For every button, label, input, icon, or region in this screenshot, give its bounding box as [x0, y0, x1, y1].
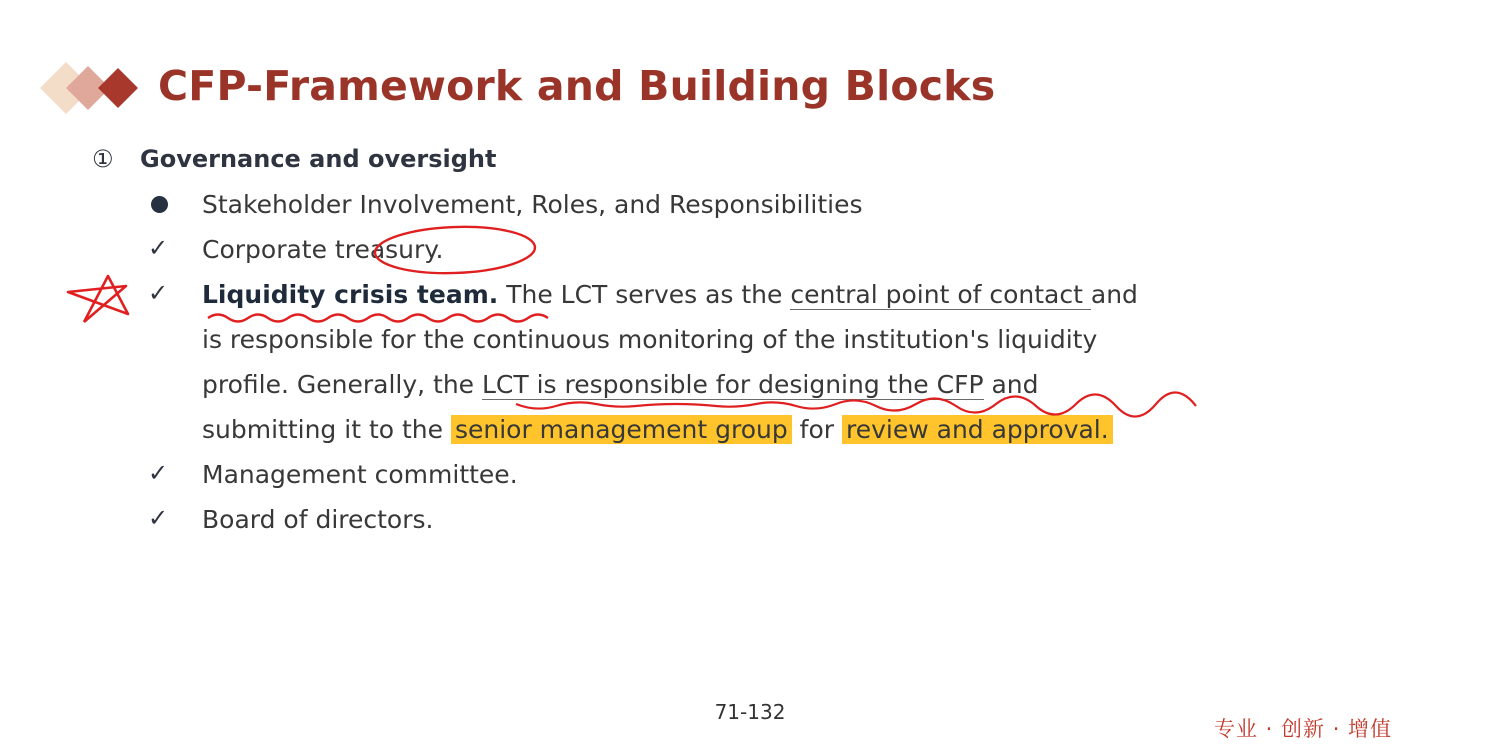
check-icon: ✓ — [148, 459, 169, 487]
section-title: Governance and oversight — [140, 145, 497, 173]
list-item-treasury: Corporate treasury. — [202, 235, 444, 264]
list-item-stakeholder: Stakeholder Involvement, Roles, and Responsibilities — [202, 190, 863, 219]
slide-title: CFP-Framework and Building Blocks — [158, 62, 996, 110]
lct-text: and — [983, 370, 1039, 399]
section-number: ① — [92, 145, 114, 173]
highlighted-text: review and approval. — [842, 415, 1113, 444]
lct-text: for — [791, 415, 842, 444]
list-item-lct-line1 — [202, 272, 1138, 317]
slogan-text: 专业 · 创新 · 增值 — [1214, 717, 1393, 741]
list-item-management: Management committee. — [202, 460, 518, 489]
list-item-lct-line3 — [202, 362, 1039, 407]
check-icon: ✓ — [148, 504, 169, 532]
list-item-lct-line4 — [202, 407, 1113, 452]
highlighted-text: senior management group — [451, 415, 792, 444]
check-icon: ✓ — [148, 279, 169, 307]
section-heading — [92, 145, 496, 175]
underlined-text: central point of contact — [790, 280, 1091, 309]
list-item-board: Board of directors. — [202, 505, 434, 534]
underlined-text: LCT is responsible for designing the CFP — [482, 370, 984, 399]
check-icon: ✓ — [148, 234, 169, 262]
lct-bold-label: Liquidity crisis team. — [202, 280, 499, 309]
bullet-dot-icon — [151, 196, 168, 213]
lct-text: submitting it to the — [202, 415, 451, 444]
page-number: 71-132 — [714, 700, 786, 724]
lct-text: The LCT serves as the — [498, 280, 791, 309]
lct-text: and — [1090, 280, 1138, 309]
lct-text: profile. Generally, the — [202, 370, 482, 399]
red-star-icon — [68, 276, 128, 322]
logo-diamonds-icon — [40, 62, 150, 114]
list-item-lct-line2: is responsible for the continuous monitoring of the institution's liquidity — [202, 325, 1098, 354]
